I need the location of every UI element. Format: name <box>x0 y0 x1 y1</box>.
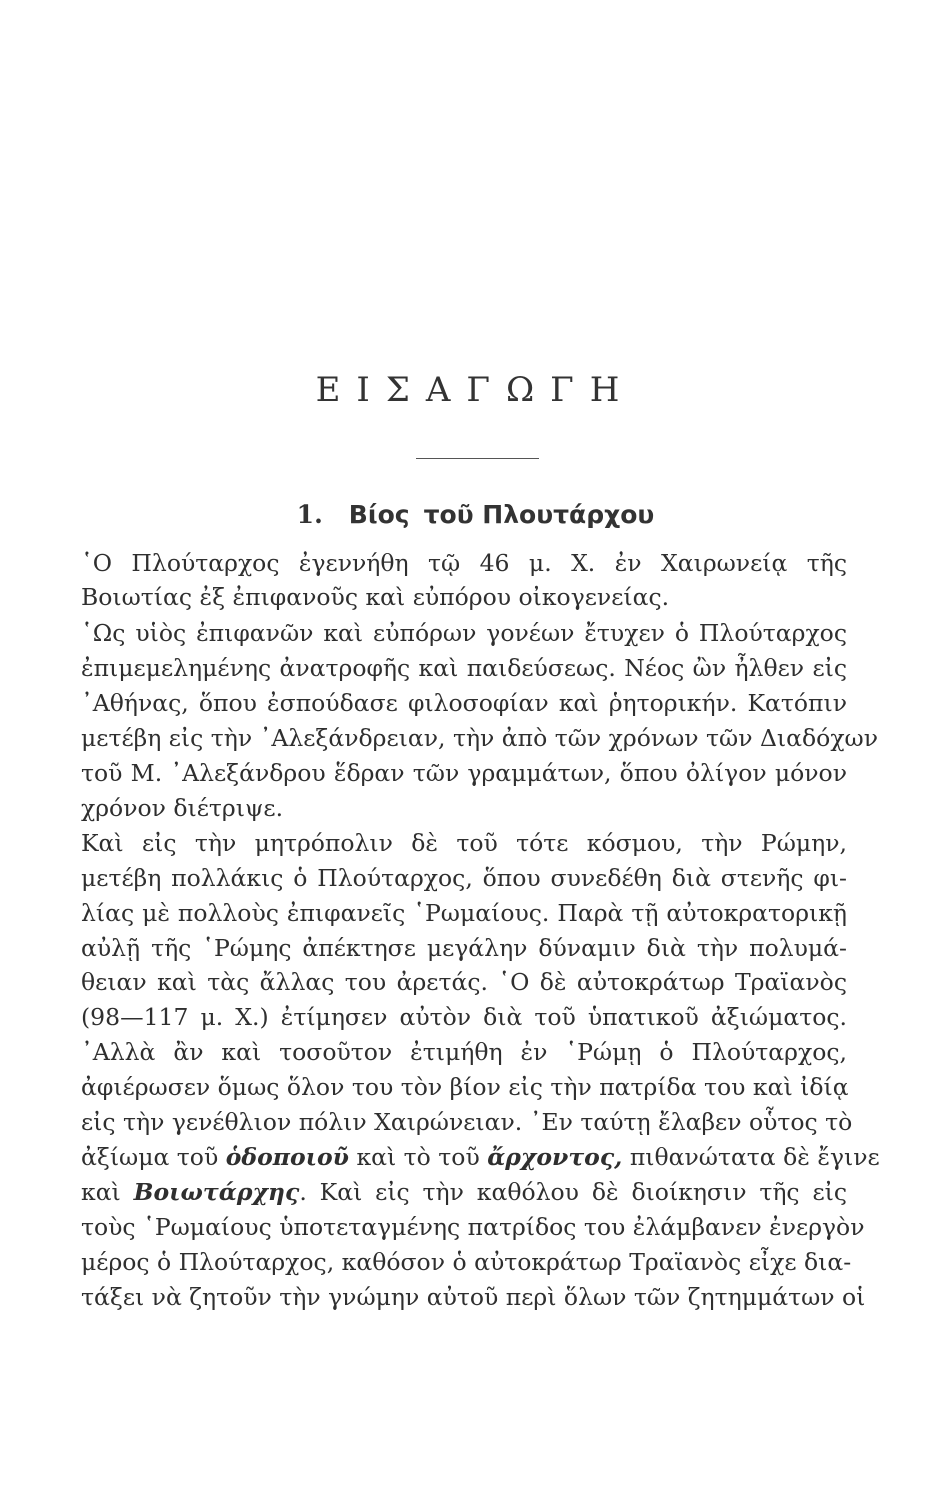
emphasis-term-road-builder: ὁδοποιοῦ <box>225 1143 349 1171</box>
text-line: μετέβη εἰς τὴν ᾿Αλεξάνδρειαν, τὴν ἀπὸ τῶν χρόνων τῶν Διαδόχων <box>81 724 879 752</box>
text-line: λίας μὲ πολλοὺς ἐπιφανεῖς ῾Ρωμαίους. Παρὰ τῇ αὐτοκρατορικῇ <box>81 899 847 927</box>
text-line: τοῦ Μ. ᾿Αλεξάνδρου ἕδραν τῶν γραμμάτων, ὅπου ὀλίγον μόνον <box>81 759 847 787</box>
text-line: μετέβη πολλάκις ὁ Πλούταρχος, ὅπου συνεδέθη διὰ στενῆς φι- <box>81 864 847 892</box>
text-line: ἐπιμεμελημένης ἀνατροφῆς καὶ παιδεύσεως. Νέος ὢν ἦλθεν εἰς <box>81 654 847 682</box>
text-line: Βοιωτίας ἐξ ἐπιφανοῦς καὶ εὐπόρου οἰκογενείας. <box>81 583 670 611</box>
text-span: πιθανώτατα δὲ ἔγινε <box>622 1143 880 1171</box>
text-line: θειαν καὶ τὰς ἄλλας του ἀρετάς. ῾Ο δὲ αὐτοκράτωρ Τραϊανὸς <box>81 968 847 996</box>
text-line: τοὺς ῾Ρωμαίους ὑποτεταγμένης πατρίδος του ἐλάμβανεν ἐνεργὸν <box>81 1213 865 1241</box>
section-heading-word2: τοῦ Πλουτάρχου <box>423 500 655 529</box>
text-span: ἀξίωμα τοῦ <box>81 1143 226 1171</box>
text-line: μέρος ὁ Πλούταρχος, καθόσον ὁ αὐτοκράτωρ Τραϊανὸς εἶχε δια- <box>81 1248 852 1276</box>
text-line: ᾿Αθήνας, ὅπου ἐσπούδασε φιλοσοφίαν καὶ ῥητορικήν. Κατόπιν <box>81 689 847 717</box>
section-heading <box>0 500 951 529</box>
text-span: καὶ τὸ τοῦ <box>348 1143 488 1171</box>
text-span: καὶ <box>81 1178 134 1206</box>
text-line: ἀφιέρωσεν ὅμως ὅλον του τὸν βίον εἰς τὴν πατρίδα του καὶ ἰδίᾳ <box>81 1073 849 1101</box>
text-line <box>81 1175 847 1209</box>
text-line: ῾Ως υἱὸς ἐπιφανῶν καὶ εὐπόρων γονέων ἔτυχεν ὁ Πλούταρχος <box>81 619 847 647</box>
text-span: . Καὶ εἰς τὴν καθόλου δὲ διοίκησιν τῆς εἰς <box>299 1178 847 1206</box>
text-line: ῾Ο Πλούταρχος ἐγεννήθη τῷ 46 μ. Χ. ἐν Χαιρωνείᾳ τῆς <box>81 549 847 577</box>
emphasis-term-archon: ἄρχοντος, <box>487 1143 623 1171</box>
text-line: ᾿Αλλὰ ἂν καὶ τοσοῦτον ἐτιμήθη ἐν ῾Ρώμῃ ὁ Πλούταρχος, <box>81 1038 847 1066</box>
section-number: 1. <box>296 500 323 529</box>
text-line: Καὶ εἰς τὴν μητρόπολιν δὲ τοῦ τότε κόσμου, τὴν Ρώμην, <box>81 829 847 857</box>
section-heading-word1: Βίος <box>348 500 410 529</box>
text-line <box>81 1140 880 1174</box>
emphasis-term-boeotarch: Βοιωτάρχης <box>133 1178 300 1206</box>
text-line: (98—117 μ. Χ.) ἐτίμησεν αὐτὸν διὰ τοῦ ὑπατικοῦ ἀξιώματος. <box>81 1003 847 1031</box>
text-line: εἰς τὴν γενέθλιον πόλιν Χαιρώνειαν. ᾿Εν ταύτῃ ἔλαβεν οὗτος τὸ <box>81 1108 853 1136</box>
text-line: τάξει νὰ ζητοῦν τὴν γνώμην αὐτοῦ περὶ ὅλων τῶν ζητημμάτων οἱ <box>81 1283 866 1311</box>
text-line: αὐλῇ τῆς ῾Ρώμης ἀπέκτησε μεγάλην δύναμιν διὰ τὴν πολυμά- <box>81 934 847 962</box>
chapter-title: ΕΙΣΑΓΩΓΗ <box>315 370 636 410</box>
text-line: χρόνον διέτριψε. <box>81 794 284 822</box>
title-divider <box>416 458 539 459</box>
